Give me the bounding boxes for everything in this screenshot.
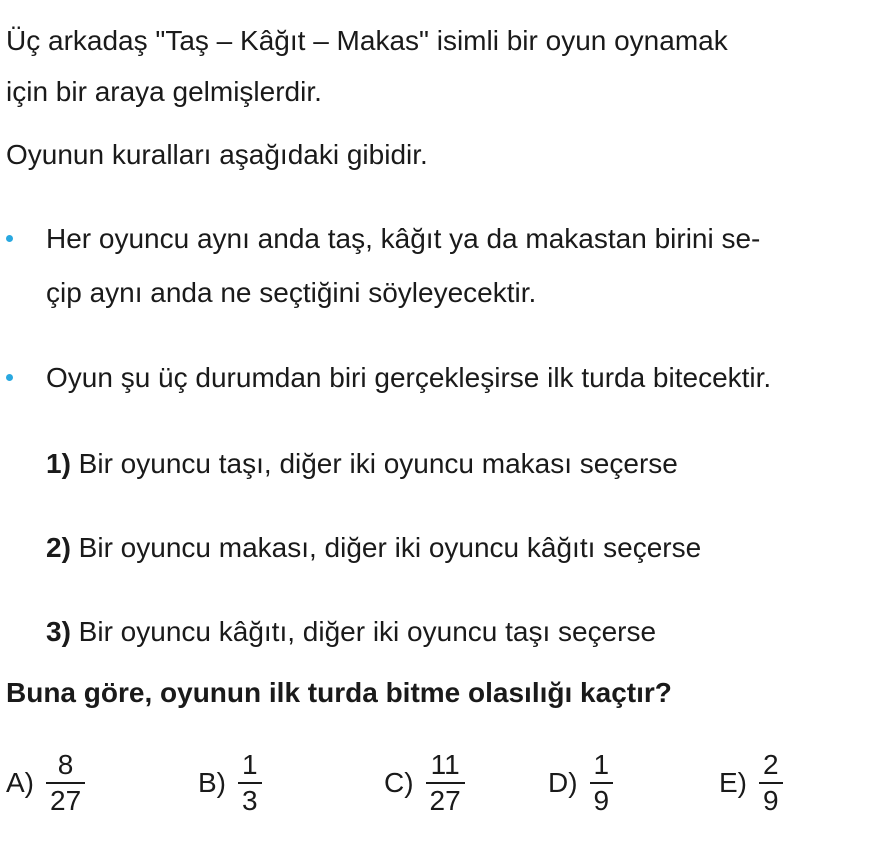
choice-e-label: E) [719, 767, 747, 798]
choice-b-fraction [238, 750, 262, 816]
choice-d-label: D) [548, 767, 578, 798]
intro-line-1: Üç arkadaş "Taş – Kâğıt – Makas" isimli bir oyun oynamak [6, 25, 728, 56]
condition-2 [46, 531, 701, 565]
choice-e-fraction [759, 750, 783, 816]
choice-b-label: B) [198, 767, 226, 798]
condition-1-text: Bir oyuncu taşı, diğer iki oyuncu makası seçerse [70, 448, 678, 479]
question-text: Buna göre, oyunun ilk turda bitme olasılığı kaçtır? [6, 677, 672, 708]
choice-c-denominator: 27 [429, 785, 461, 816]
choice-b[interactable] [198, 748, 262, 818]
intro-line-3: Oyunun kuralları aşağıdaki gibidir. [6, 139, 428, 170]
intro-line-2: için bir araya gelmişlerdir. [6, 76, 322, 107]
rule-1-line-1: Her oyuncu aynı anda taş, kâğıt ya da makastan birini se- [46, 223, 761, 254]
bullet-dot-icon [6, 235, 13, 242]
choice-c-fraction [426, 750, 465, 816]
condition-2-text: Bir oyuncu makası, diğer iki oyuncu kâğıtı seçerse [70, 532, 702, 563]
choice-c-numerator: 11 [430, 749, 460, 780]
choice-a-fraction [46, 750, 85, 816]
rule-1-line-2: çip aynı anda ne seçtiğini söyleyecektir. [46, 277, 537, 308]
choice-d-numerator: 1 [593, 749, 610, 780]
rule-2-line-1: Oyun şu üç durumdan biri gerçekleşirse ilk turda bitecektir. [46, 362, 772, 393]
choice-c[interactable] [384, 748, 465, 818]
choice-d[interactable] [548, 748, 613, 818]
condition-1-number: 1) [46, 448, 71, 479]
choice-c-label: C) [384, 767, 414, 798]
choice-e-denominator: 9 [763, 785, 779, 816]
condition-2-number: 2) [46, 532, 71, 563]
choice-a[interactable] [6, 748, 85, 818]
choice-a-numerator: 8 [57, 749, 74, 780]
choice-a-label: A) [6, 767, 34, 798]
bullet-dot-icon [6, 374, 13, 381]
choice-e[interactable] [719, 748, 783, 818]
condition-3 [46, 615, 656, 649]
choice-d-fraction [590, 750, 614, 816]
choice-e-numerator: 2 [763, 749, 779, 780]
choice-a-denominator: 27 [50, 785, 82, 816]
condition-1 [46, 447, 678, 481]
choice-b-denominator: 3 [242, 785, 258, 816]
condition-3-number: 3) [46, 616, 71, 647]
condition-3-text: Bir oyuncu kâğıtı, diğer iki oyuncu taşı seçerse [70, 616, 657, 647]
choice-d-denominator: 9 [593, 785, 610, 816]
choice-b-numerator: 1 [242, 749, 258, 780]
